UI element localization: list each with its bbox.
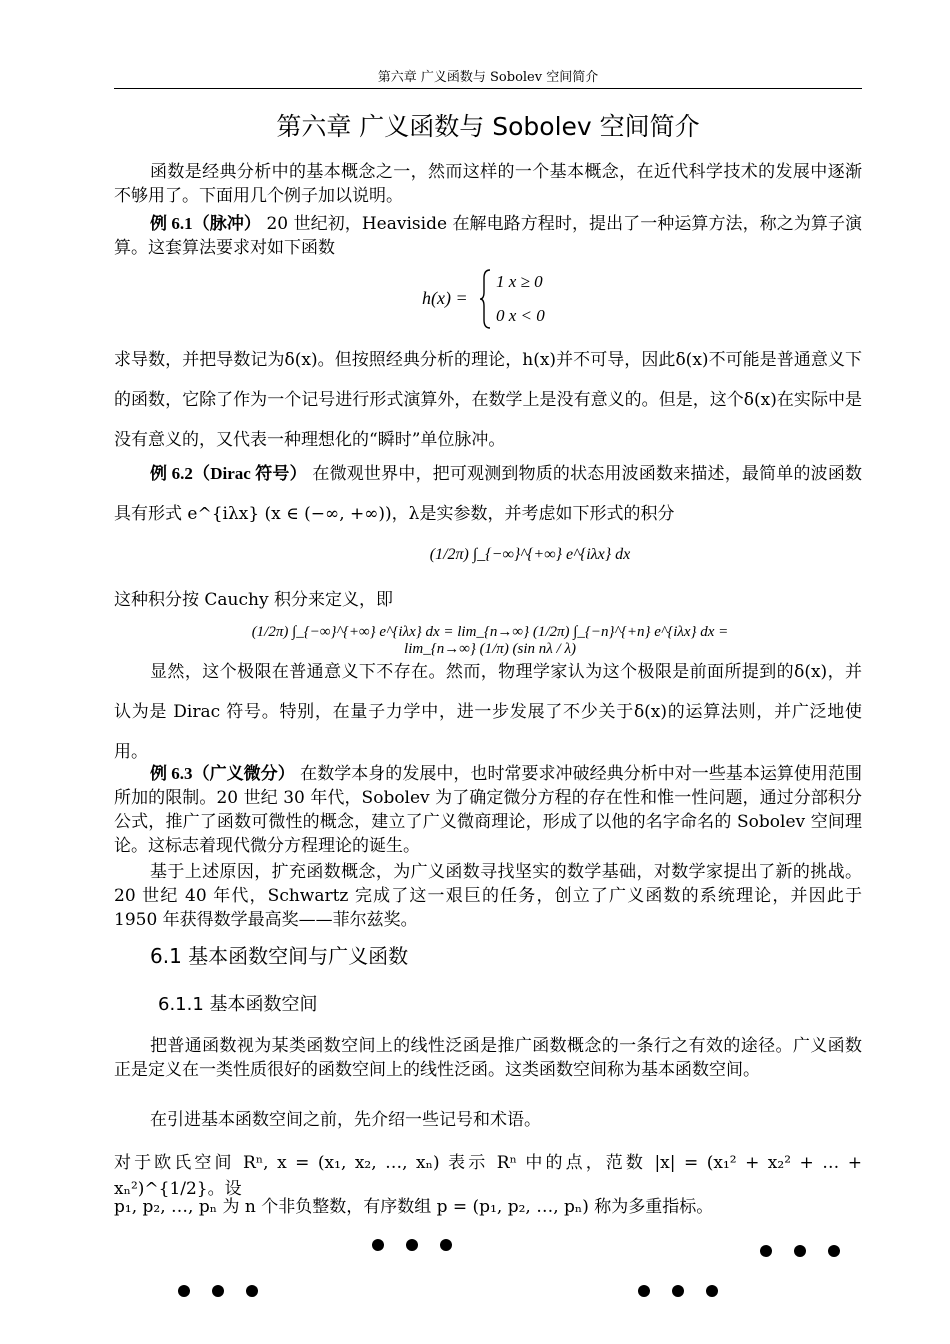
example-6-3-label: 例 6.3（广义微分） bbox=[150, 764, 295, 783]
integral-formula: (1/2π) ∫_{−∞}^{+∞} e^{iλx} dx bbox=[429, 546, 631, 563]
chapter-title: 第六章 广义函数与 Sobolev 空间简介 bbox=[276, 112, 700, 141]
left-brace-icon bbox=[480, 268, 492, 330]
example-6-2-text: 在微观世界中，把可观测到物质的状态用波函数来描述，最简单的波函数具有形式 e^{iλx} (x ∈ (−∞, +∞))，λ是实参数，并考虑如下形式的积分 bbox=[114, 464, 863, 524]
running-head: 第六章 广义函数与 Sobolev 空间简介 bbox=[377, 70, 599, 85]
delta-paragraph: 求导数，并把导数记为δ(x)。但按照经典分析的理论，h(x)并不可导，因此δ(x)不可能是普通意义下的函数，它除了作为一个记号进行形式演算外，在数学上是没有意义的。但是，这个δ(x)在实际中是没有意义的，又代表一种理想化的“瞬时”单位脉冲。 bbox=[114, 350, 862, 450]
ellipsis-dots-2 bbox=[760, 1242, 862, 1261]
heaviside-equation bbox=[422, 268, 592, 332]
schwartz-paragraph: 基于上述原因，扩充函数概念，为广义函数寻找坚实的数学基础，对数学家提出了新的挑战。20 世纪 40 年代，Schwartz 完成了这一艰巨的任务，创立了广义函数的系统理论，并因此于 1950 年获得数学最高奖——菲尔兹奖。 bbox=[114, 862, 862, 930]
ellipsis-dots-1 bbox=[372, 1236, 474, 1255]
example-6-1 bbox=[114, 212, 862, 260]
subsection-heading: 6.1.1 基本函数空间 bbox=[158, 994, 318, 1015]
example-6-2-label: 例 6.2（Dirac 符号） bbox=[150, 464, 307, 483]
euclidean-space-line: 对于欧氏空间 Rⁿ, x = (x₁, x₂, …, xₙ) 表示 Rⁿ 中的点，范数 |x| = (x₁² + x₂² + … + xₙ²)^{1/2}。设 bbox=[114, 1153, 862, 1199]
heaviside-case-1: 1 x ≥ 0 bbox=[496, 272, 543, 291]
notation-intro: 在引进基本函数空间之前，先介绍一些记号和术语。 bbox=[150, 1110, 541, 1130]
intro-paragraph: 函数是经典分析中的基本概念之一，然而这样的一个基本概念，在近代科学技术的发展中逐渐不够用了。下面用几个例子加以说明。 bbox=[114, 162, 862, 206]
heaviside-lhs: h(x) = bbox=[422, 288, 468, 308]
basic-space-paragraph: 把普通函数视为某类函数空间上的线性泛函是推广函数概念的一条行之有效的途径。广义函数正是定义在一类性质很好的函数空间上的线性泛函。这类函数空间称为基本函数空间。 bbox=[114, 1036, 862, 1080]
header-rule bbox=[114, 88, 862, 89]
example-6-3-text: 在数学本身的发展中，也时常要求冲破经典分析中对一些基本运算使用范围所加的限制。20 世纪 30 年代，Sobolev 为了确定微分方程的存在性和惟一性问题，通过分部积分公式，推广了函数可微性的概念，建立了广义微商理论，形成了以他的名字命名的 Sobolev 空间理论。这标志着现代微分方程理论的诞生。 bbox=[114, 764, 863, 856]
ellipsis-dots-4 bbox=[638, 1282, 740, 1301]
dirac-paragraph: 显然，这个极限在普通意义下不存在。然而，物理学家认为这个极限是前面所提到的δ(x)，并认为是 Dirac 符号。特别，在量子力学中，进一步发展了不少关于δ(x)的运算法则，并广泛地使用。 bbox=[114, 662, 862, 762]
cauchy-intro: 这种积分按 Cauchy 积分来定义，即 bbox=[114, 590, 393, 610]
example-6-3 bbox=[114, 762, 862, 858]
heaviside-case-2: 0 x < 0 bbox=[496, 306, 545, 325]
multi-index-line: p₁, p₂, …, pₙ 为 n 个非负整数，有序数组 p = (p₁, p₂, …, pₙ) 称为多重指标。 bbox=[114, 1197, 714, 1217]
example-6-1-label: 例 6.1（脉冲） bbox=[150, 214, 261, 233]
example-6-2 bbox=[114, 454, 862, 534]
ellipsis-dots-3 bbox=[178, 1282, 280, 1301]
example-6-1-text: 20 世纪初，Heaviside 在解电路方程时，提出了一种运算方法，称之为算子演算。这套算法要求对如下函数 bbox=[114, 214, 863, 258]
cauchy-limit-formula: (1/2π) ∫_{−∞}^{+∞} e^{iλx} dx = lim_{n→∞} (1/2π) ∫_{−n}^{+n} e^{iλx} dx = lim_{n→∞} (1/π) (sin nλ / λ) bbox=[251, 624, 729, 657]
section-heading: 6.1 基本函数空间与广义函数 bbox=[150, 944, 409, 968]
